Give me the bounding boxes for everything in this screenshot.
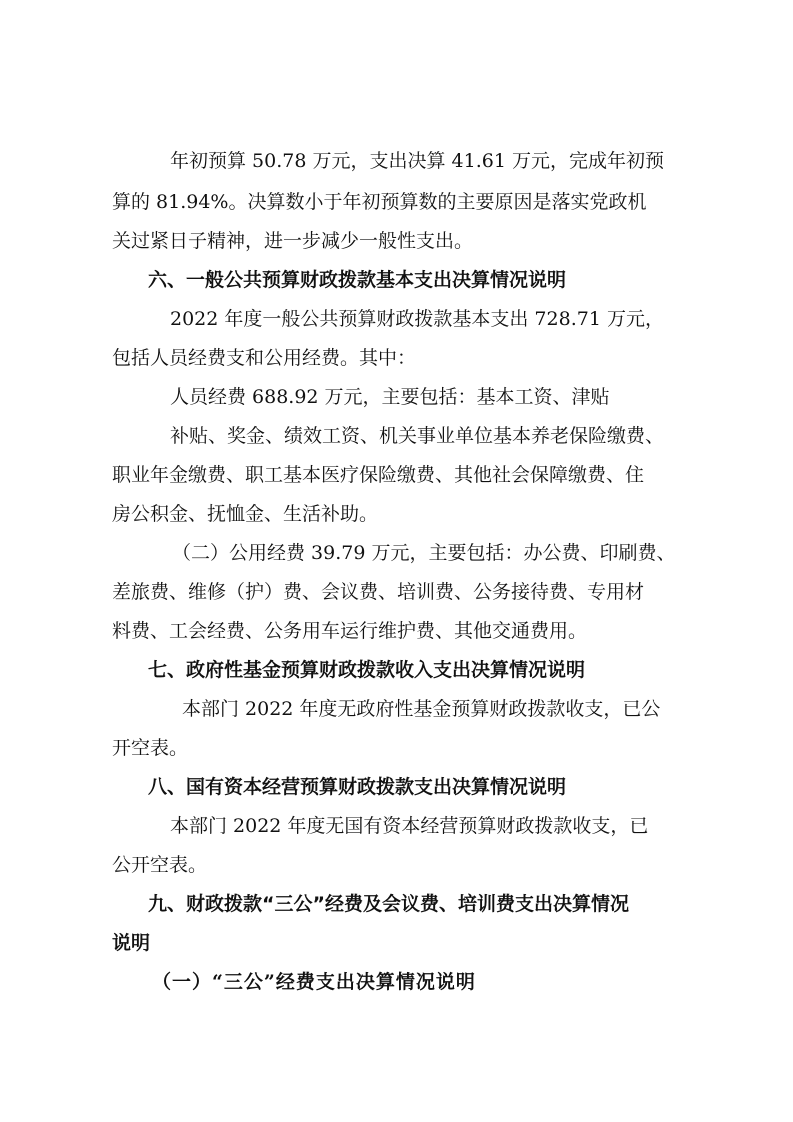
section8-heading: 八、国有资本经营预算财政拨款支出决算情况说明 bbox=[148, 776, 567, 798]
personnel-line3: 职业年金缴费、职工基本医疗保险缴费、其他社会保障缴费、住 bbox=[112, 464, 645, 486]
section8-body-line2: 公开空表。 bbox=[112, 854, 208, 876]
section9-heading-line1: 九、财政拨款“三公”经费及会议费、培训费支出决算情况 bbox=[148, 893, 629, 915]
section7-body-line1: 本部门 2022 年度无政府性基金预算财政拨款收支，已公 bbox=[182, 698, 661, 720]
section6-intro-line1: 2022 年度一般公共预算财政拨款基本支出 728.71 万元， bbox=[170, 308, 664, 330]
section8-body-line1: 本部门 2022 年度无国有资本经营预算财政拨款收支，已 bbox=[170, 815, 649, 837]
section9-subheading: （一）“三公”经费支出决算情况说明 bbox=[152, 971, 476, 993]
section9-heading-line2: 说明 bbox=[112, 932, 151, 954]
personnel-line2: 补贴、奖金、绩效工资、机关事业单位基本养老保险缴费、 bbox=[170, 425, 665, 447]
public-expense-line3: 料费、工会经费、公务用车运行维护费、其他交通费用。 bbox=[112, 620, 588, 642]
para1-line2: 算的 81.94%。决算数小于年初预算数的主要原因是落实党政机 bbox=[112, 191, 647, 213]
section6-intro-line2: 包括人员经费支和公用经费。其中： bbox=[112, 347, 417, 369]
section6-heading: 六、一般公共预算财政拨款基本支出决算情况说明 bbox=[148, 269, 567, 291]
personnel-line4: 房公积金、抚恤金、生活补助。 bbox=[112, 503, 379, 525]
section7-body-line2: 开空表。 bbox=[112, 737, 189, 759]
para1-line3: 关过紧日子精神，进一步减少一般性支出。 bbox=[112, 230, 474, 252]
section7-heading: 七、政府性基金预算财政拨款收入支出决算情况说明 bbox=[148, 659, 586, 681]
public-expense-line1: （二）公用经费 39.79 万元，主要包括：办公费、印刷费、 bbox=[172, 542, 676, 564]
para1-line1: 年初预算 50.78 万元，支出决算 41.61 万元，完成年初预 bbox=[170, 150, 664, 172]
public-expense-line2: 差旅费、维修（护）费、会议费、培训费、公务接待费、专用材 bbox=[112, 581, 645, 603]
personnel-line1: 人员经费 688.92 万元，主要包括：基本工资、津贴 bbox=[170, 386, 610, 408]
